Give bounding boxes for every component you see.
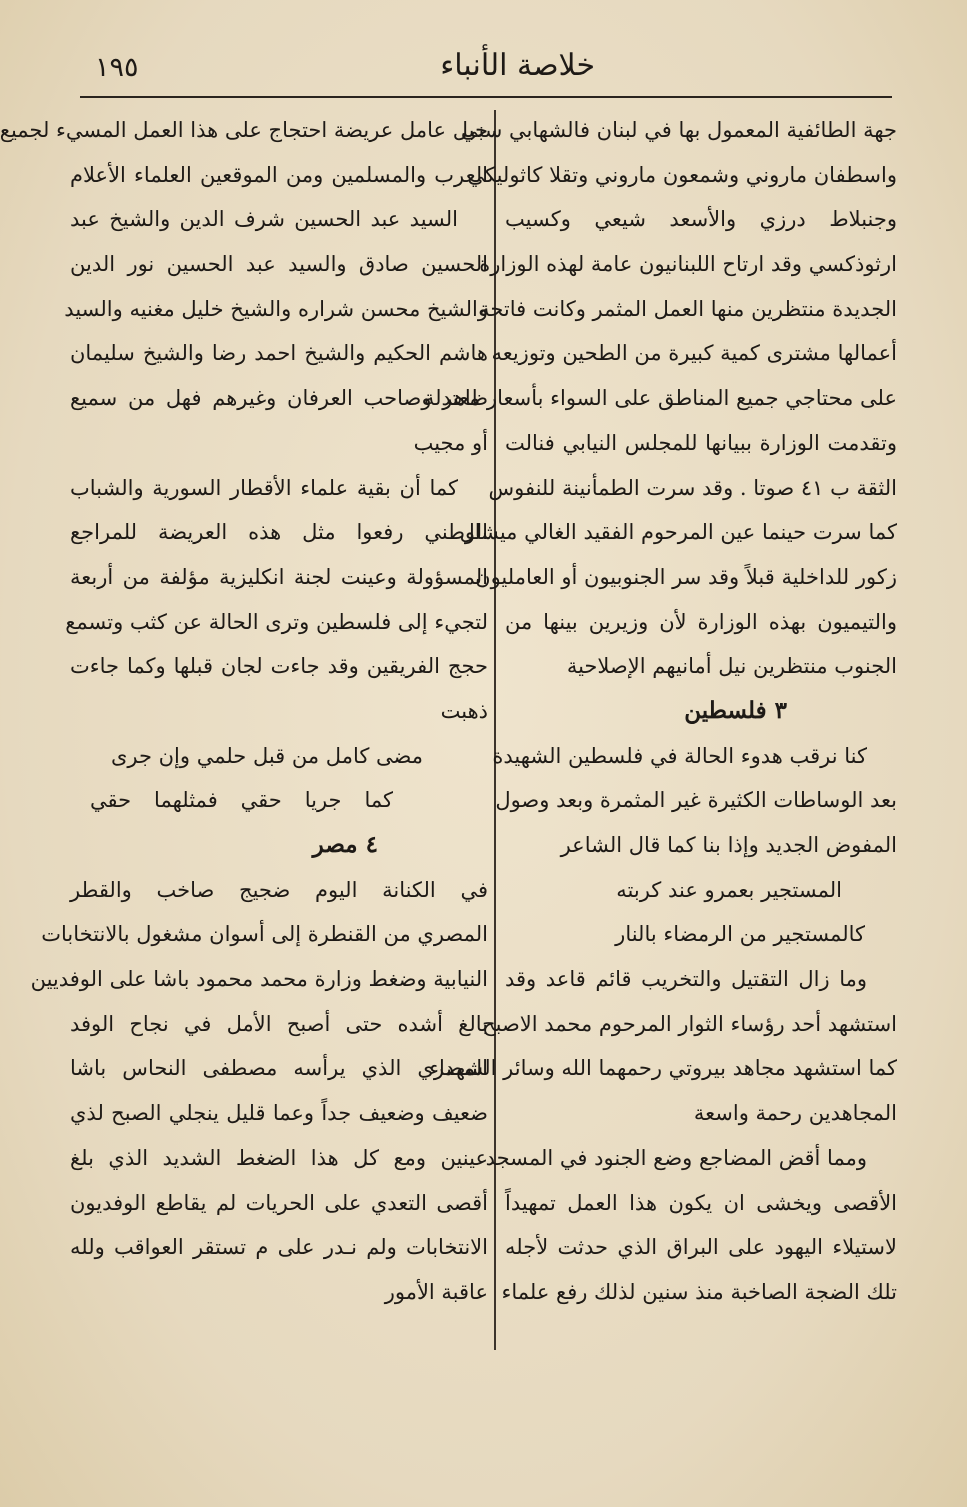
- text-line: والتيميون بهذه الوزارة لأن وزيرين بينها من: [505, 609, 897, 634]
- text-line: لاستيلاء اليهود على البراق الذي حدثت لأجله: [505, 1235, 897, 1260]
- text-line: الانتخابات ولم نـدر على م تستقر العواقب ولله: [70, 1235, 488, 1260]
- text-line: ظاهر وصاحب العرفان وغيرهم فهل من سميع: [70, 386, 488, 411]
- page-number: ١٩٥: [95, 52, 139, 83]
- text-line: واسطفان ماروني وشمعون ماروني وتقلا كاثوليكي: [467, 162, 897, 187]
- text-line: المسؤولة وعينت لجنة انكليزية مؤلفة من أربعة: [70, 564, 488, 589]
- text-line: ضعيف وضعيف جداً وعما قليل ينجلي الصبح لذي: [70, 1101, 488, 1126]
- text-line: المجاهدين رحمة واسعة: [693, 1101, 897, 1126]
- text-line: الجنوب منتظرين نيل أمانيهم الإصلاحية: [566, 654, 897, 679]
- text-line: العرب والمسلمين ومن الموقعين العلماء الأعلام: [70, 162, 488, 187]
- text-line: كما أن بقية علماء الأقطار السورية والشباب: [70, 475, 458, 500]
- text-line: ومما أقض المضاجع وضع الجنود في المسجد: [485, 1145, 867, 1170]
- text-line: أعمالها مشترى كمية كبيرة من الطحين وتوزيعه: [491, 341, 897, 366]
- text-line: السيد عبد الحسين شرف الدين والشيخ عبد: [70, 207, 458, 232]
- verse-line: كما جريا حقي فمثلهما حقي: [90, 788, 393, 813]
- text-line: المصري الذي يرأسه مصطفى النحاس باشا: [70, 1056, 488, 1081]
- text-line: والشيخ محسن شراره والشيخ خليل مغنيه والسيد: [64, 296, 488, 321]
- text-line: زكور للداخلية قبلاً وقد سر الجنوبيون أو العامليون: [475, 564, 897, 589]
- text-line: ذهبت: [440, 698, 488, 723]
- text-line: على محتاجي جميع المناطق على السواء بأسعار معتدلة: [423, 386, 897, 411]
- text-line: كما استشهد مجاهد بيروتي رحمهما الله وسائر الشهداء: [429, 1056, 897, 1081]
- text-line: أقصى التعدي على الحريات لم يقاطع الوفديون: [70, 1190, 488, 1215]
- text-line: النيابية وضغط وزارة محمد محمود باشا على الوفديين: [30, 967, 488, 992]
- section-heading-palestine: ٣ فلسطين: [684, 696, 787, 724]
- text-line: بعد الوساطات الكثيرة غير المثمرة وبعد وصول: [495, 788, 897, 813]
- text-line: الوطني رفعوا مثل هذه العريضة للمراجع: [70, 520, 488, 545]
- text-line: المصري من القنطرة إلى أسوان مشغول بالانتخابات: [41, 922, 488, 947]
- text-line: الثقة ب ٤١ صوتا . وقد سرت الطمأنينة للنفوس: [488, 475, 897, 500]
- text-line: بالغ أشده حتى أصبح الأمل في نجاح الوفد: [70, 1011, 488, 1036]
- text-line: وتقدمت الوزارة ببيانها للمجلس النيابي فنالت: [505, 430, 897, 455]
- text-line: استشهد أحد رؤساء الثوار المرحوم محمد الاصبح: [482, 1011, 897, 1036]
- text-line: تلك الضجة الصاخبة منذ سنين لذلك رفع علماء: [501, 1279, 897, 1304]
- text-line: وما زال التقتيل والتخريب قائم قاعد وقد: [505, 967, 867, 992]
- verse-line: كالمستجير من الرمضاء بالنار: [615, 922, 865, 947]
- text-line: جهة الطائفية المعمول بها في لبنان فالشهابي سني: [460, 118, 897, 142]
- text-line: عينين ومع كل هذا الضغط الشديد الذي بلغ: [70, 1145, 488, 1170]
- text-line: ارثوذكسي وقد ارتاح اللبنانيون عامة لهذه الوزارة: [479, 252, 897, 277]
- section-heading-egypt: ٤ مصر: [312, 831, 378, 858]
- text-line: الجديدة منتظرين منها العمل المثمر وكانت فاتحة: [479, 296, 897, 321]
- text-line: كما سرت حينما عين المرحوم الفقيد الغالي ميشال: [459, 520, 897, 545]
- verse-line: مضى كامل من قبل حلمي وإن جرى: [110, 743, 423, 768]
- text-line: حجج الفريقين وقد جاءت لجان قبلها وكما جاءت: [70, 654, 488, 679]
- text-line: جبل عامل عريضة احتجاج على هذا العمل المسيء لجميع: [0, 118, 488, 142]
- text-line: الأقصى ويخشى ان يكون هذا العمل تمهيداً: [505, 1190, 897, 1215]
- running-title: خلاصة الأنباء: [440, 48, 595, 83]
- verse-line: المستجير بعمرو عند كربته: [616, 877, 842, 902]
- text-line: لتجيء إلى فلسطين وترى الحالة عن كثب وتسمع: [65, 609, 488, 634]
- header-rule: [80, 96, 892, 98]
- text-line: عاقبة الأمور: [384, 1279, 488, 1304]
- text-line: هاشم الحكيم والشيخ احمد رضا والشيخ سليمان: [70, 341, 488, 366]
- text-line: أو مجيب: [413, 430, 488, 455]
- page-header: [80, 38, 885, 88]
- text-line: الحسين صادق والسيد عبد الحسين نور الدين: [70, 252, 488, 277]
- text-line: وجنبلاط درزي والأسعد شيعي وكسيب: [505, 207, 897, 232]
- text-line: في الكنانة اليوم ضجيج صاخب والقطر: [70, 877, 488, 902]
- text-line: المفوض الجديد وإذا بنا كما قال الشاعر: [560, 833, 897, 857]
- left-column: [0, 108, 488, 1315]
- text-line: كنا نرقب هدوء الحالة في فلسطين الشهيدة: [492, 743, 867, 768]
